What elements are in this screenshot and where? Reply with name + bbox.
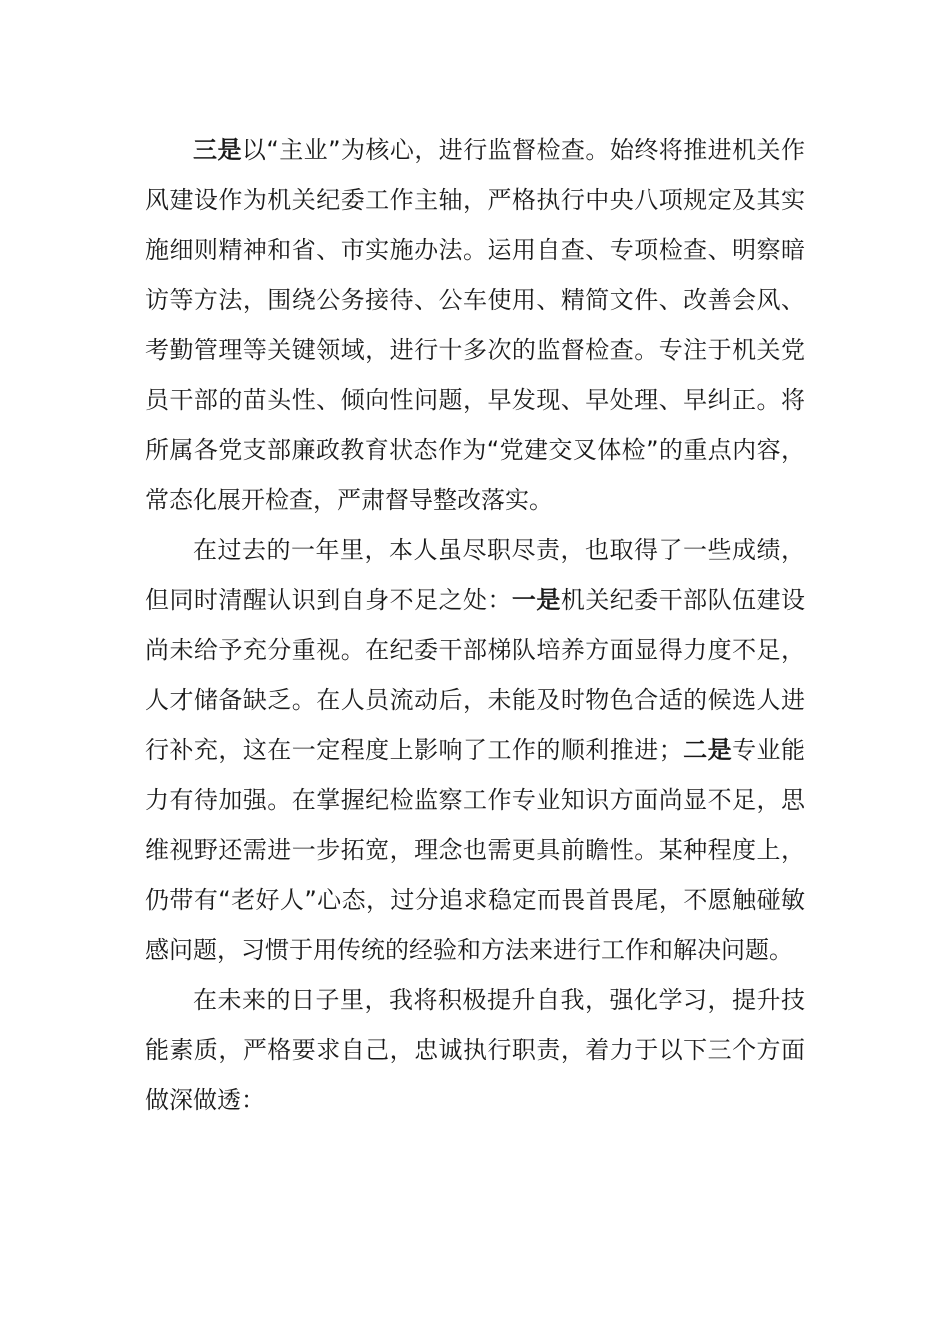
paragraph-text: 专业能力有待加强。在掌握纪检监察工作专业知识方面尚显不足，思维视野还需进一步拓宽，理念也需更具前瞻性。某种程度上，仍带有“老好人”心态，过分追求稳定而畏首畏尾，不愿触碰敏感问题，习惯于用传统的经验和方法来进行工作和解决问题。 [145, 736, 806, 964]
paragraph-text: 在未来的日子里，我将积极提升自我，强化学习，提升技能素质，严格要求自己，忠诚执行职责，着力于以下三个方面做深做透： [145, 986, 805, 1114]
bold-lead-second: 二是 [682, 736, 733, 764]
paragraph-supervision-inspection [145, 125, 805, 525]
bold-lead-first: 一是 [511, 586, 561, 614]
paragraph-text: 以“主业”为核心，进行监督检查。始终将推进机关作风建设作为机关纪委工作主轴，严格执行中央八项规定及其实施细则精神和省、市实施办法。运用自查、专项检查、明察暗访等方法，围绕公务接待、公车使用、精简文件、改善会风、考勤管理等关键领域，进行十多次的监督检查。专注于机关党员干部的苗头性、倾向性问题，早发现、早处理、早纠正。将所属各党支部廉政教育状态作为“党建交叉体检”的重点内容，常态化展开检查，严肃督导整改落实。 [145, 136, 805, 514]
paragraph-shortcomings [145, 525, 805, 975]
paragraph-text: 机关纪委干部队伍建设尚未给予充分重视。在纪委干部梯队培养方面显得力度不足，人才储备缺乏。在人员流动后，未能及时物色合适的候选人进行补充，这在一定程度上影响了工作的顺利推进； [145, 586, 806, 764]
bold-lead-third: 三是 [193, 136, 242, 164]
paragraph-future-plans [145, 975, 805, 1125]
paragraph-text: 在过去的一年里，本人虽尽职尽责，也取得了一些成绩，但同时清醒认识到自身不足之处： [145, 536, 805, 614]
document-body [145, 125, 805, 1125]
